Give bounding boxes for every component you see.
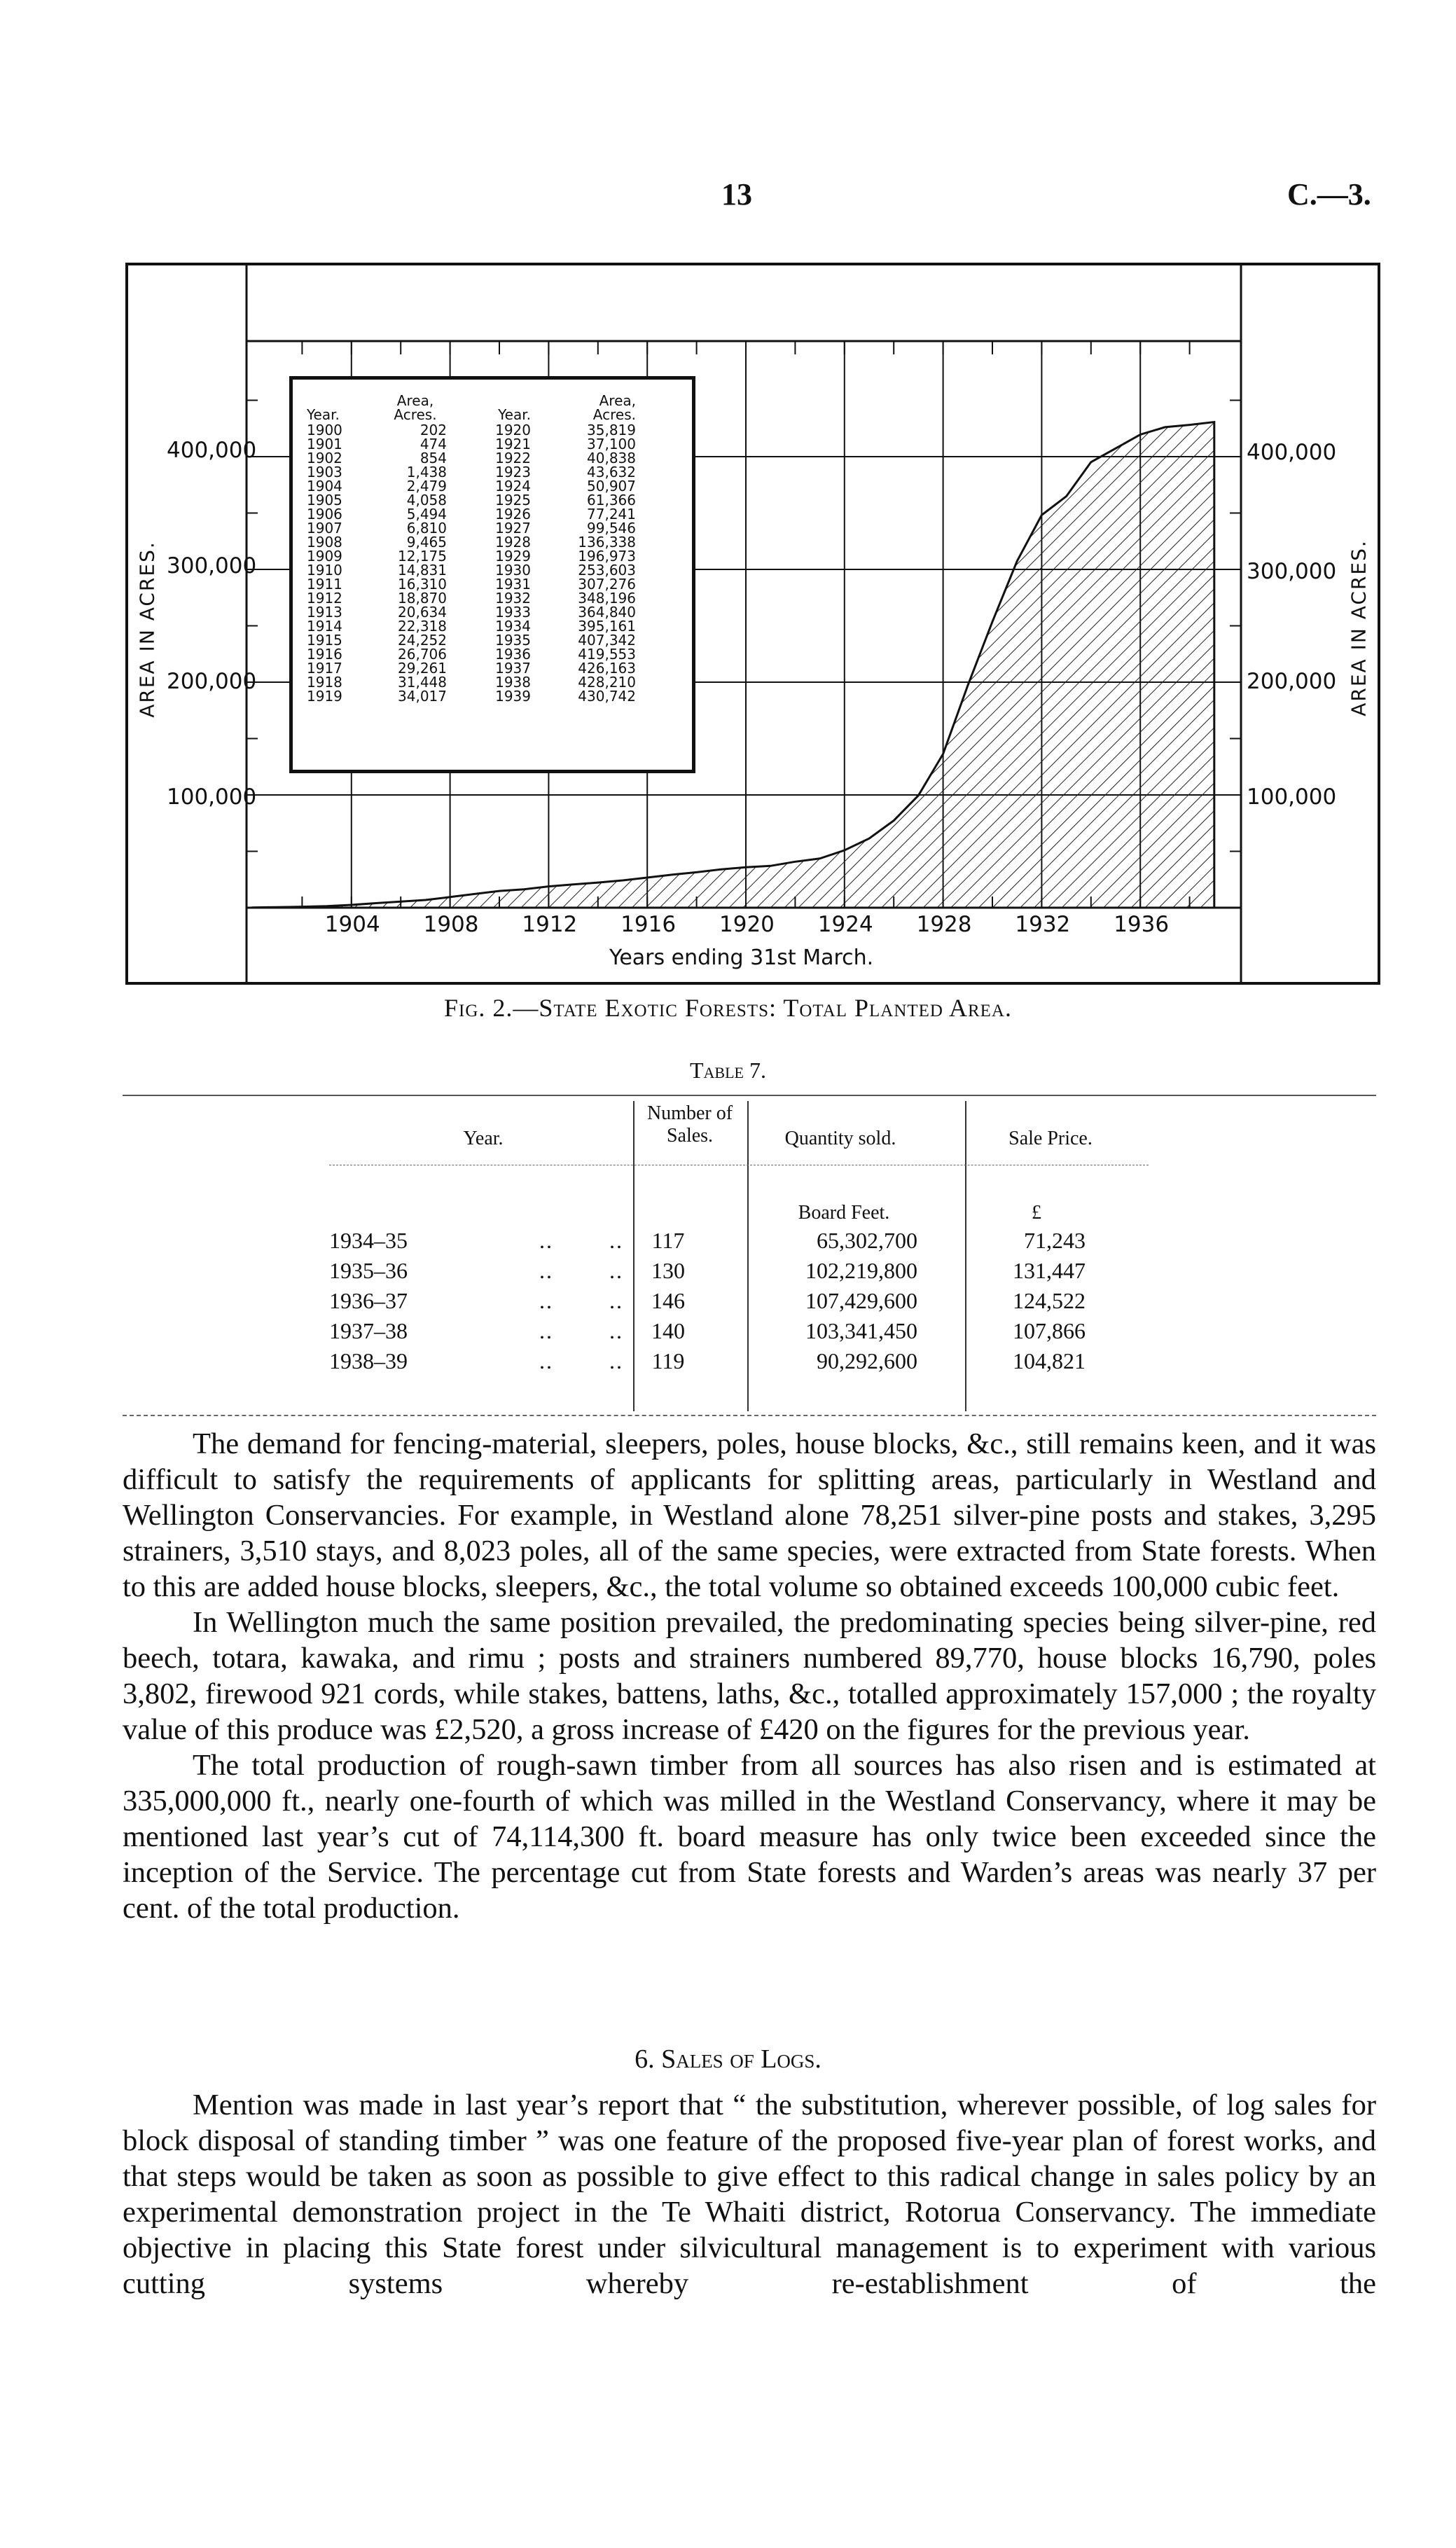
inset-table-cell: 1931 bbox=[495, 576, 531, 593]
cell-price: 107,866 bbox=[1013, 1318, 1086, 1343]
cell-sales: 119 bbox=[651, 1348, 685, 1373]
table-row bbox=[329, 1346, 1149, 1376]
y-tick-left-200000: 200,000 bbox=[167, 669, 257, 694]
inset-table-row bbox=[307, 689, 678, 703]
cell-sales: 117 bbox=[651, 1228, 685, 1253]
inset-table-cell: 1934 bbox=[495, 618, 531, 635]
header-sales-line2: Sales. bbox=[666, 1125, 714, 1147]
inset-table-cell: 1900 bbox=[307, 422, 342, 438]
inset-table-row bbox=[307, 675, 678, 689]
inset-table-cell: 1939 bbox=[495, 688, 531, 705]
inset-table-cell: 35,819 bbox=[587, 422, 636, 438]
inset-table-cell: 1911 bbox=[307, 576, 342, 593]
inset-table-cell: 1902 bbox=[307, 450, 342, 466]
inset-table-rows bbox=[307, 423, 678, 703]
paragraph-1: The demand for fencing-material, sleepers, poles, house blocks, &c., still remains keen, and it was difficult to satisfy the requirements of applicants for splitting areas, particularly in Westland and Wellington Conservancies. For example, in Westland alone 78,251 silver-pine posts and stakes, 3,295 strainers, 3,510 stays, and 8,023 poles, all of the same species, were extracted from State forests. When to this are added house blocks, sleepers, &c., the total volume so obtained exceeds 100,000 cubic feet. bbox=[123, 1427, 1376, 1603]
cell-quantity: 107,429,600 bbox=[805, 1288, 917, 1313]
cell-quantity: 103,341,450 bbox=[805, 1318, 917, 1343]
inset-table-cell: 1920 bbox=[495, 422, 531, 438]
body-paragraphs bbox=[123, 1426, 1376, 1926]
paragraph-3: The total production of rough-sawn timber from all sources has also risen and is estimated at 335,000,000 ft., nearly one-fourth of which was milled in the Westland Conservancy, where it may be mentioned last year’s cut of 74,114,300 ft. board measure has only twice been exceeded since the inception of the Service. The percentage cut from State forests and Warden’s areas was nearly 37 per cent. of the total production. bbox=[123, 1749, 1376, 1925]
inset-table-row bbox=[307, 605, 678, 619]
inset-table-cell: 1916 bbox=[307, 646, 342, 663]
inset-table-row bbox=[307, 591, 678, 605]
cell-dots: .. .. bbox=[539, 1258, 623, 1283]
page-number: 13 bbox=[721, 177, 752, 212]
inset-table-cell: 1913 bbox=[307, 604, 342, 621]
inset-table-cell: 196,973 bbox=[578, 548, 636, 565]
table-row bbox=[329, 1316, 1149, 1346]
inset-table-cell: 9,465 bbox=[406, 534, 447, 551]
chart-svg bbox=[0, 0, 1456, 995]
x-tick-1932: 1932 bbox=[1015, 912, 1071, 937]
inset-table-cell: 1907 bbox=[307, 520, 342, 536]
cell-sales: 146 bbox=[651, 1288, 685, 1313]
y-axis-label-left: AREA IN ACRES. bbox=[135, 541, 159, 718]
inset-table-cell: 1938 bbox=[495, 674, 531, 691]
x-tick-1904: 1904 bbox=[324, 912, 380, 937]
inset-table-cell: 99,546 bbox=[587, 520, 636, 536]
col-divider bbox=[633, 1101, 635, 1185]
inset-header-year-1: Year. bbox=[307, 406, 340, 423]
y-tick-right-400000: 400,000 bbox=[1247, 440, 1337, 465]
x-tick-1916: 1916 bbox=[620, 912, 677, 937]
cell-dots: .. .. bbox=[539, 1228, 623, 1253]
inset-table-row bbox=[307, 521, 678, 535]
y-tick-left-400000: 400,000 bbox=[167, 438, 257, 463]
inset-table-cell: 40,838 bbox=[587, 450, 636, 466]
inset-table-cell: 1912 bbox=[307, 590, 342, 607]
inset-table-cell: 1936 bbox=[495, 646, 531, 663]
inset-table-cell: 1914 bbox=[307, 618, 342, 635]
y-tick-left-100000: 100,000 bbox=[167, 784, 257, 810]
inset-table-row bbox=[307, 507, 678, 521]
inset-table-cell: 1901 bbox=[307, 436, 342, 452]
inset-table-cell: 1926 bbox=[495, 506, 531, 522]
inset-table-cell: 12,175 bbox=[398, 548, 447, 565]
inset-table-cell: 1915 bbox=[307, 632, 342, 649]
col-divider bbox=[965, 1101, 966, 1185]
inset-table-cell: 1932 bbox=[495, 590, 531, 607]
inset-table-cell: 428,210 bbox=[578, 674, 636, 691]
header-number-of-sales bbox=[634, 1102, 746, 1147]
inset-table-cell: 395,161 bbox=[578, 618, 636, 635]
inset-table-cell: 1922 bbox=[495, 450, 531, 466]
inset-table-row bbox=[307, 563, 678, 577]
inset-header-year-2: Year. bbox=[498, 406, 531, 423]
inset-header-area-top-1: Area, bbox=[396, 392, 434, 409]
inset-table-cell: 474 bbox=[420, 436, 447, 452]
cell-price: 104,821 bbox=[1013, 1348, 1086, 1373]
inset-table-cell: 1910 bbox=[307, 562, 342, 579]
inset-table-cell: 24,252 bbox=[398, 632, 447, 649]
cell-year: 1934–35 bbox=[329, 1228, 408, 1253]
inset-table-cell: 20,634 bbox=[398, 604, 447, 621]
table-7-rows bbox=[329, 1226, 1149, 1376]
x-tick-1928: 1928 bbox=[916, 912, 972, 937]
inset-table-cell: 1923 bbox=[495, 464, 531, 480]
paragraph-2: In Wellington much the same position prevailed, the predominating species being silver-pine, red beech, totara, kawaka, and rimu ; posts and strainers numbered 89,770, house blocks 16,790, poles 3,802, firewood 921 cords, while stakes, battens, laths, &c., totalled approximately 157,000 ; the royalty value of this produce was £2,520, a gross increase of £420 on the figures for the previous year. bbox=[123, 1606, 1376, 1746]
inset-table-cell: 31,448 bbox=[398, 674, 447, 691]
document-reference: C.—3. bbox=[1287, 177, 1371, 212]
inset-table-cell: 1904 bbox=[307, 478, 342, 494]
cell-quantity: 90,292,600 bbox=[817, 1348, 917, 1373]
inset-table-cell: 2,479 bbox=[406, 478, 447, 494]
y-tick-right-100000: 100,000 bbox=[1247, 784, 1337, 810]
x-tick-1920: 1920 bbox=[719, 912, 775, 937]
inset-table-body bbox=[307, 394, 678, 703]
inset-table-cell: 1918 bbox=[307, 674, 342, 691]
cell-dots: .. .. bbox=[539, 1288, 623, 1313]
table-row bbox=[329, 1226, 1149, 1256]
cell-year: 1937–38 bbox=[329, 1318, 408, 1343]
inset-table-cell: 61,366 bbox=[587, 492, 636, 508]
table-top-rule bbox=[123, 1095, 1376, 1096]
table-title: Table 7. bbox=[690, 1058, 766, 1083]
unit-board-feet: Board Feet. bbox=[798, 1202, 890, 1224]
cell-year: 1936–37 bbox=[329, 1288, 408, 1313]
inset-table-row bbox=[307, 465, 678, 479]
inset-table-cell: 1909 bbox=[307, 548, 342, 565]
header-sales-line1: Number of bbox=[646, 1102, 733, 1124]
cell-dots: .. .. bbox=[539, 1318, 623, 1343]
inset-table-cell: 136,338 bbox=[578, 534, 636, 551]
inset-table-cell: 1919 bbox=[307, 688, 342, 705]
cell-dots: .. .. bbox=[539, 1348, 623, 1373]
inset-table-cell: 307,276 bbox=[578, 576, 636, 593]
cell-quantity: 65,302,700 bbox=[817, 1228, 917, 1253]
inset-table-cell: 1905 bbox=[307, 492, 342, 508]
inset-table-cell: 202 bbox=[420, 422, 447, 438]
inset-header-acres-1: Acres. bbox=[394, 406, 437, 423]
inset-table-cell: 50,907 bbox=[587, 478, 636, 494]
table-row bbox=[329, 1256, 1149, 1286]
inset-table-cell: 43,632 bbox=[587, 464, 636, 480]
table-row bbox=[329, 1286, 1149, 1316]
cell-price: 131,447 bbox=[1013, 1258, 1086, 1283]
inset-table-cell: 1917 bbox=[307, 660, 342, 677]
inset-table-cell: 18,870 bbox=[398, 590, 447, 607]
inset-table-cell: 1927 bbox=[495, 520, 531, 536]
inset-table-cell: 426,163 bbox=[578, 660, 636, 677]
inset-table-row bbox=[307, 493, 678, 507]
inset-table-row bbox=[307, 423, 678, 437]
inset-table-cell: 1908 bbox=[307, 534, 342, 551]
inset-table-row bbox=[307, 549, 678, 563]
x-tick-1936: 1936 bbox=[1114, 912, 1170, 937]
inset-table-cell: 854 bbox=[420, 450, 447, 466]
inset-table-cell: 37,100 bbox=[587, 436, 636, 452]
inset-table-cell: 5,494 bbox=[406, 506, 447, 522]
y-tick-right-300000: 300,000 bbox=[1247, 559, 1337, 584]
inset-table-cell: 1925 bbox=[495, 492, 531, 508]
figure-caption: Fig. 2.—State Exotic Forests: Total Planted Area. bbox=[444, 994, 1012, 1022]
inset-table-cell: 77,241 bbox=[587, 506, 636, 522]
inset-header-acres-2: Acres. bbox=[592, 406, 636, 423]
inset-table-row bbox=[307, 451, 678, 465]
col-divider bbox=[747, 1101, 749, 1185]
cell-year: 1938–39 bbox=[329, 1348, 408, 1373]
cell-price: 71,243 bbox=[1024, 1228, 1086, 1253]
x-tick-1908: 1908 bbox=[423, 912, 479, 937]
inset-table-cell: 1906 bbox=[307, 506, 342, 522]
inset-table-cell: 348,196 bbox=[578, 590, 636, 607]
cell-sales: 140 bbox=[651, 1318, 685, 1343]
inset-table-cell: 1924 bbox=[495, 478, 531, 494]
cell-sales: 130 bbox=[651, 1258, 685, 1283]
inset-table-cell: 4,058 bbox=[406, 492, 447, 508]
inset-table-cell: 1937 bbox=[495, 660, 531, 677]
inset-table-cell: 364,840 bbox=[578, 604, 636, 621]
inset-table-cell: 1930 bbox=[495, 562, 531, 579]
inset-table-row bbox=[307, 535, 678, 549]
inset-table-cell: 22,318 bbox=[398, 618, 447, 635]
cell-quantity: 102,219,800 bbox=[805, 1258, 917, 1283]
inset-table-row bbox=[307, 437, 678, 451]
inset-table-cell: 1928 bbox=[495, 534, 531, 551]
header-sale-price: Sale Price. bbox=[1008, 1128, 1093, 1149]
y-axis-label-right: AREA IN ACRES. bbox=[1347, 539, 1371, 716]
inset-table-cell: 29,261 bbox=[398, 660, 447, 677]
inset-table-cell: 34,017 bbox=[398, 688, 447, 705]
inset-table-row bbox=[307, 619, 678, 633]
inset-table-cell: 1,438 bbox=[406, 464, 447, 480]
inset-table-cell: 1921 bbox=[495, 436, 531, 452]
inset-table-row bbox=[307, 479, 678, 493]
header-quantity-sold: Quantity sold. bbox=[784, 1128, 896, 1149]
inset-table-row bbox=[307, 577, 678, 591]
inset-table-cell: 253,603 bbox=[578, 562, 636, 579]
inset-table-cell: 1935 bbox=[495, 632, 531, 649]
inset-table-cell: 407,342 bbox=[578, 632, 636, 649]
inset-table-cell: 16,310 bbox=[398, 576, 447, 593]
table-bottom-rule bbox=[123, 1415, 1376, 1416]
section-body bbox=[123, 2087, 1376, 2301]
inset-table-row bbox=[307, 661, 678, 675]
inset-table-row bbox=[307, 633, 678, 647]
cell-price: 124,522 bbox=[1013, 1288, 1086, 1313]
inset-data-table bbox=[289, 376, 695, 773]
unit-pound: £ bbox=[1032, 1202, 1041, 1224]
inset-table-cell: 430,742 bbox=[578, 688, 636, 705]
x-tick-1912: 1912 bbox=[522, 912, 578, 937]
inset-table-cell: 14,831 bbox=[398, 562, 447, 579]
y-tick-right-200000: 200,000 bbox=[1247, 669, 1337, 694]
x-axis-label: Years ending 31st March. bbox=[609, 946, 874, 970]
section-heading: 6. Sales of Logs. bbox=[635, 2044, 821, 2074]
inset-table-cell: 6,810 bbox=[406, 520, 447, 536]
y-tick-left-300000: 300,000 bbox=[167, 553, 257, 579]
inset-table-row bbox=[307, 647, 678, 661]
inset-table-cell: 1903 bbox=[307, 464, 342, 480]
inset-header-area-top-2: Area, bbox=[599, 392, 636, 409]
inset-table-cell: 1933 bbox=[495, 604, 531, 621]
x-tick-1924: 1924 bbox=[817, 912, 873, 937]
header-year: Year. bbox=[463, 1128, 504, 1149]
cell-year: 1935–36 bbox=[329, 1258, 408, 1283]
inset-table-cell: 419,553 bbox=[578, 646, 636, 663]
inset-table-cell: 26,706 bbox=[398, 646, 447, 663]
section-paragraph-1: Mention was made in last year’s report that “ the substitution, wherever possible, of log sales for block disposal of standing timber ” was one feature of the proposed five-year plan of forest works, and that steps would be taken as soon as possible to give effect to this radical change in sales policy by an experimental demonstration project in the Te Whaiti district, Rotorua Conservancy. The immediate objective in placing this State forest under silvicultural management is to experiment with various cutting systems whereby re-establishment of the bbox=[123, 2089, 1376, 2300]
inset-table-cell: 1929 bbox=[495, 548, 531, 565]
